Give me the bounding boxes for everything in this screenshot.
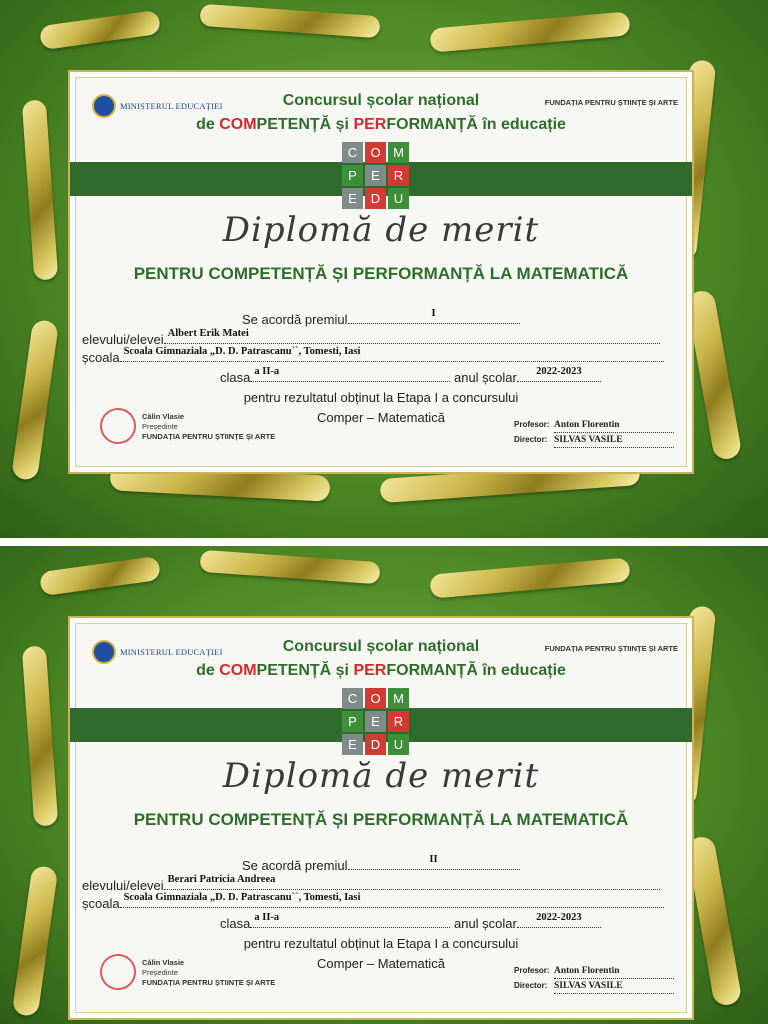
ribbon-decoration [685,835,742,1007]
comperedu-logo [342,142,409,209]
ribbon-decoration [39,10,161,50]
year-field [517,366,601,382]
year-value: 2022-2023 [536,912,582,923]
certificate-paper [68,616,694,1020]
diploma-subtitle: PENTRU COMPETENȚĂ ȘI PERFORMANȚĂ LA MATEMATICĂ [133,264,629,283]
signer-block [142,412,275,442]
profesor-label: Profesor: [514,966,550,975]
signer-org: FUNDAȚIA PENTRU ȘTIINȚE ȘI ARTE [142,432,276,441]
signer-role: Președinte [142,422,178,431]
signer-block [142,958,275,988]
signer-name: Călin Vlasie [142,958,185,967]
class-field [250,366,450,382]
student-line [82,328,660,347]
profesor-name: Anton Florentin [554,964,674,979]
logo-cell: D [365,188,386,209]
class-field [250,912,450,928]
title-part: de [196,662,220,679]
logo-cell: C [342,142,363,163]
student-field [164,874,660,890]
contest-subtitle [70,116,692,134]
logo-cell: E [342,188,363,209]
class-value: a II-a [254,366,280,377]
comperedu-logo [342,688,409,755]
director-name: SILVAS VASILE [554,433,674,448]
logo-cell: D [365,734,386,755]
logo-cell: U [388,188,409,209]
prize-value: I [431,308,436,319]
year-label: anul școlar [453,370,517,385]
school-field [120,346,664,362]
contest-title: Concursul școlar național [282,638,480,655]
title-part-red: PER [353,116,387,133]
ribbon-decoration [22,99,58,280]
logo-cell: M [388,688,409,709]
director-name: SILVAS VASILE [554,979,674,994]
competition-name: Comper – Matematică [317,956,445,971]
signatures-block [514,964,674,994]
ribbon-decoration [685,289,742,461]
ribbon-decoration [12,865,59,1017]
logo-cell: P [342,165,363,186]
stamp-icon [100,408,136,444]
diploma-title: Diplomă de merit [222,756,540,796]
logo-cell: O [365,142,386,163]
signer-org: FUNDAȚIA PENTRU ȘTIINȚE ȘI ARTE [142,978,276,987]
title-part: FORMANȚĂ în educație [386,116,566,133]
student-label: elevului/elevei [82,878,164,893]
year-field [517,912,601,928]
foundation-name: FUNDAȚIA PENTRU ȘTIINȚE ȘI ARTE [544,98,678,107]
logo-cell: R [388,165,409,186]
diploma-card [0,546,768,1024]
year-label: anul școlar [453,916,517,931]
diploma-title: Diplomă de merit [222,210,540,250]
prize-label: Se acordă premiul [242,858,348,873]
student-name: Albert Erik Matei [167,328,249,339]
ribbon-decoration [22,645,58,826]
prize-label: Se acordă premiul [242,312,348,327]
signatures-block [514,418,674,448]
prize-value: II [429,854,438,865]
school-name: Scoala Gimnaziala „D. D. Patrascanu``, Tomesti, Iasi [123,346,361,357]
prize-field [348,308,520,324]
prize-line [242,308,520,327]
certificate-paper [68,70,694,474]
logo-cell: U [388,734,409,755]
logo-cell: E [365,165,386,186]
title-part-red: PER [353,662,387,679]
stamp-icon [100,954,136,990]
school-label: școala [82,896,120,911]
competition-name: Comper – Matematică [317,410,445,425]
school-label: școala [82,350,120,365]
logo-cell: P [342,711,363,732]
director-label: Director: [514,435,548,444]
contest-subtitle [70,662,692,680]
logo-cell: O [365,688,386,709]
ribbon-decoration [429,11,630,52]
title-part: PETENȚĂ și [256,116,354,133]
title-part-red: COM [219,662,257,679]
profesor-name: Anton Florentin [554,418,674,433]
school-name: Scoala Gimnaziala „D. D. Patrascanu``, Tomesti, Iasi [123,892,361,903]
student-label: elevului/elevei [82,332,164,347]
prize-line [242,854,520,873]
ribbon-decoration [39,556,161,596]
logo-cell: M [388,142,409,163]
logo-cell: R [388,711,409,732]
director-label: Director: [514,981,548,990]
school-line [82,892,664,911]
result-line: pentru rezultatul obținut la Etapa I a concursului [243,390,519,405]
profesor-label: Profesor: [514,420,550,429]
logo-cell: E [342,734,363,755]
logo-cell: C [342,688,363,709]
ribbon-decoration [429,557,630,598]
foundation-name: FUNDAȚIA PENTRU ȘTIINȚE ȘI ARTE [544,644,678,653]
class-year-line [220,912,601,931]
title-part: de [196,116,220,133]
title-part: PETENȚĂ și [256,662,354,679]
title-part-red: COM [219,116,257,133]
contest-title: Concursul școlar național [282,92,480,109]
year-value: 2022-2023 [536,366,582,377]
ribbon-decoration [11,319,59,481]
title-part: FORMANȚĂ în educație [386,662,566,679]
student-line [82,874,660,893]
result-line: pentru rezultatul obținut la Etapa I a concursului [243,936,519,951]
ministry-name: MINISTERUL EDUCAȚIEI [120,647,223,657]
signer-role: Președinte [142,968,178,977]
diploma-subtitle: PENTRU COMPETENȚĂ ȘI PERFORMANȚĂ LA MATEMATICĂ [133,810,629,829]
class-year-line [220,366,601,385]
ministry-name: MINISTERUL EDUCAȚIEI [120,101,223,111]
signer-name: Călin Vlasie [142,412,185,421]
logo-cell: E [365,711,386,732]
school-line [82,346,664,365]
student-field [164,328,660,344]
ribbon-decoration [199,550,380,585]
class-value: a II-a [254,912,280,923]
student-name: Berari Patricia Andreea [167,874,276,885]
class-label: clasa [220,370,251,385]
prize-field [348,854,520,870]
class-label: clasa [220,916,251,931]
ribbon-decoration [199,4,380,39]
school-field [120,892,664,908]
